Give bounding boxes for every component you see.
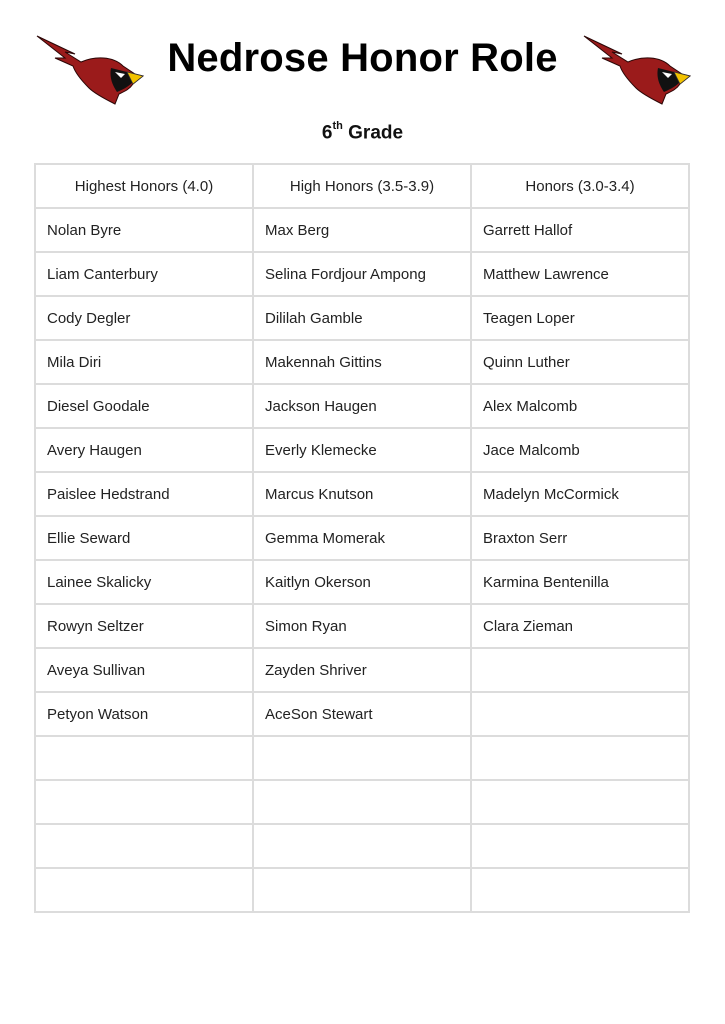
table-cell: Clara Zieman — [471, 604, 689, 648]
table-cell: Cody Degler — [35, 296, 253, 340]
table-row — [35, 868, 689, 912]
table-cell: Matthew Lawrence — [471, 252, 689, 296]
table-cell — [35, 868, 253, 912]
table-cell — [471, 824, 689, 868]
table-cell: Karmina Bentenilla — [471, 560, 689, 604]
table-row — [35, 296, 689, 340]
column-header-highest-honors: Highest Honors (4.0) — [35, 164, 253, 208]
table-row — [35, 516, 689, 560]
table-cell: Gemma Momerak — [253, 516, 471, 560]
table-cell: Kaitlyn Okerson — [253, 560, 471, 604]
grade-suffix: th — [332, 120, 343, 132]
table-cell: Ellie Seward — [35, 516, 253, 560]
table-cell: Makennah Gittins — [253, 340, 471, 384]
table-cell — [471, 868, 689, 912]
table-cell: Alex Malcomb — [471, 384, 689, 428]
table-row — [35, 736, 689, 780]
table-cell: Quinn Luther — [471, 340, 689, 384]
table-cell — [471, 648, 689, 692]
cardinal-mascot-icon — [582, 32, 694, 108]
table-cell: Teagen Loper — [471, 296, 689, 340]
table-cell: Dililah Gamble — [253, 296, 471, 340]
table-cell: Jackson Haugen — [253, 384, 471, 428]
table-cell: Marcus Knutson — [253, 472, 471, 516]
table-cell — [471, 780, 689, 824]
table-cell — [253, 824, 471, 868]
honor-roll-table — [34, 163, 690, 913]
table-cell: Paislee Hedstrand — [35, 472, 253, 516]
table-cell: Diesel Goodale — [35, 384, 253, 428]
page-title: Nedrose Honor Role — [167, 36, 558, 80]
table-row — [35, 780, 689, 824]
table-cell: Everly Klemecke — [253, 428, 471, 472]
table-cell — [471, 692, 689, 736]
table-row — [35, 384, 689, 428]
table-cell: AceSon Stewart — [253, 692, 471, 736]
table-row — [35, 648, 689, 692]
table-cell: Rowyn Seltzer — [35, 604, 253, 648]
table-cell: Petyon Watson — [35, 692, 253, 736]
table-cell: Selina Fordjour Ampong — [253, 252, 471, 296]
table-row — [35, 560, 689, 604]
table-row — [35, 472, 689, 516]
table-row — [35, 252, 689, 296]
table-cell: Avery Haugen — [35, 428, 253, 472]
table-row — [35, 604, 689, 648]
table-cell — [35, 780, 253, 824]
grade-heading — [0, 122, 725, 144]
table-cell: Jace Malcomb — [471, 428, 689, 472]
table-cell — [253, 736, 471, 780]
table-row — [35, 692, 689, 736]
table-cell: Madelyn McCormick — [471, 472, 689, 516]
table-cell: Zayden Shriver — [253, 648, 471, 692]
table-cell — [35, 824, 253, 868]
column-header-high-honors: High Honors (3.5-3.9) — [253, 164, 471, 208]
table-cell: Liam Canterbury — [35, 252, 253, 296]
table-cell: Garrett Hallof — [471, 208, 689, 252]
table-header-row — [35, 164, 689, 208]
table-cell: Mila Diri — [35, 340, 253, 384]
table-cell: Braxton Serr — [471, 516, 689, 560]
column-header-honors: Honors (3.0-3.4) — [471, 164, 689, 208]
table-cell: Simon Ryan — [253, 604, 471, 648]
table-cell — [35, 736, 253, 780]
table-row — [35, 208, 689, 252]
table-cell: Max Berg — [253, 208, 471, 252]
table-cell: Nolan Byre — [35, 208, 253, 252]
table-cell — [253, 868, 471, 912]
grade-word: Grade — [348, 122, 404, 144]
table-row — [35, 340, 689, 384]
table-cell — [471, 736, 689, 780]
table-cell: Lainee Skalicky — [35, 560, 253, 604]
table-cell: Aveya Sullivan — [35, 648, 253, 692]
table-row — [35, 428, 689, 472]
table-row — [35, 824, 689, 868]
table-cell — [253, 780, 471, 824]
grade-number: 6 — [321, 122, 333, 144]
